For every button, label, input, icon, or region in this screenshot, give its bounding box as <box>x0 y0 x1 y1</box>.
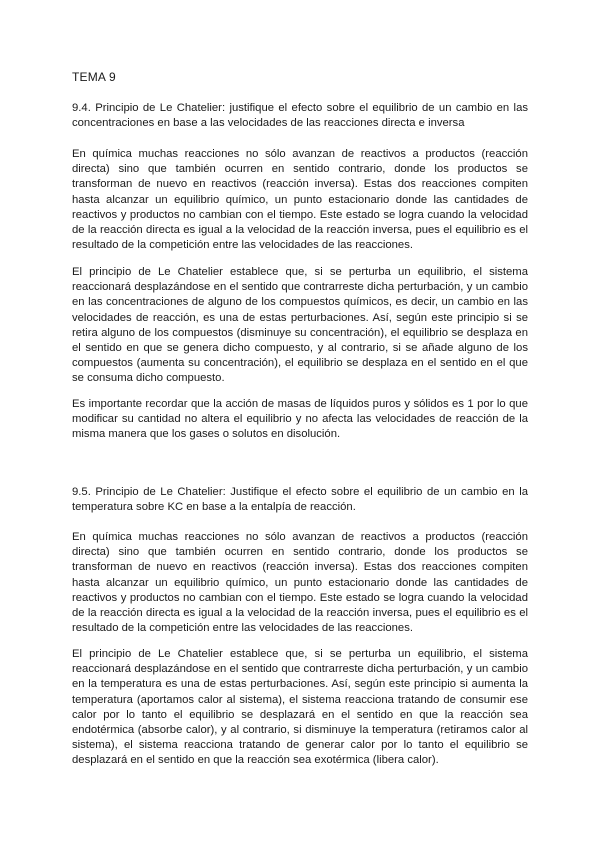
section-9-5-heading: 9.5. Principio de Le Chatelier: Justifique el efecto sobre el equilibrio de un cambio en la temperatura sobre KC en base a la entalpía de reacción. <box>72 486 528 514</box>
section-9-4-paragraph-1: En química muchas reacciones no sólo avanzan de reactivos a productos (reacción directa) sino que también ocurren en sentido contrario, donde los productos se transforman de nuevo en reactivos (reacción inversa). Estas dos reacciones compiten hasta alcanzar un equilibrio químico, un punto estacionario donde las cantidades de reactivos y productos no cambian con el tiempo. Este estado se logra cuando la velocidad de la reacción directa es igual a la velocidad de la reacción inversa, pues el equilibrio es el resultado de la competición entre las velocidades de las reacciones. <box>72 148 528 252</box>
section-9-4-paragraph-2: El principio de Le Chatelier establece que, si se perturba un equilibrio, el sistema reaccionará desplazándose en el sentido que contrarreste dicha perturbación, y un cambio en las concentraciones de alguno de los compuestos químicos, es decir, un cambio en las velocidades de reacción, es una de estas perturbaciones. Así, según este principio si se retira alguno de los compuestos (disminuye su concentración), el equilibrio se desplaza en el sentido en que se genera dicho compuesto, y al contrario, si se añade alguno de los compuestos (aumenta su concentración), el equilibrio se desplaza en el sentido en el que se consuma dicho compuesto. <box>72 266 528 385</box>
section-9-4-heading: 9.4. Principio de Le Chatelier: justifique el efecto sobre el equilibrio de un cambio en las concentraciones en base a las velocidades de las reacciones directa e inversa <box>72 102 528 130</box>
page-title: TEMA 9 <box>72 70 116 84</box>
section-9-4-paragraph-3: Es importante recordar que la acción de masas de líquidos puros y sólidos es 1 por lo que modificar su cantidad no altera el equilibrio y no afecta las velocidades de reacción de la misma manera que los gases o solutos en disolución. <box>72 398 528 441</box>
section-9-5-paragraph-1: En química muchas reacciones no sólo avanzan de reactivos a productos (reacción directa) sino que también ocurren en sentido contrario, donde los productos se transforman de nuevo en reactivos (reacción inversa). Estas dos reacciones compiten hasta alcanzar un equilibrio químico, un punto estacionario donde las cantidades de reactivos y productos no cambian con el tiempo. Este estado se logra cuando la velocidad de la reacción directa es igual a la velocidad de la reacción inversa, pues el equilibrio es el resultado de la competición entre las velocidades de las reacciones. <box>72 531 528 635</box>
section-9-5-paragraph-2: El principio de Le Chatelier establece que, si se perturba un equilibrio, el sistema reaccionará desplazándose en el sentido que contrarreste dicha perturbación, y un cambio en la temperatura es una de estas perturbaciones. Así, según este principio si aumenta la temperatura (aportamos calor al sistema), el sistema reacciona tratando de consumir ese calor por lo tanto el equilibrio se desplazará en el sentido en que la reacción sea endotérmica (absorbe calor), y al contrario, si disminuye la temperatura (retiramos calor al sistema), el sistema reacciona tratando de generar calor por lo tanto el equilibrio se desplazará en el sentido en que la reacción sea exotérmica (libera calor). <box>72 648 528 767</box>
